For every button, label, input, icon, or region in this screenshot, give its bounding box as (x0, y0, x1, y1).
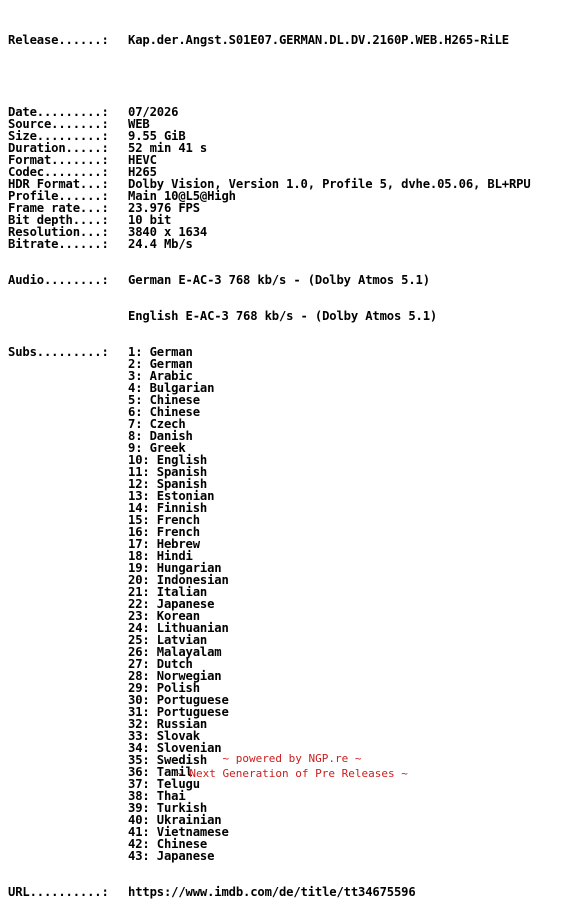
subs-row (8, 358, 531, 370)
indent (8, 682, 128, 694)
subs-row (8, 814, 531, 826)
subtitle-item: 33: Slovak (128, 729, 200, 743)
subs-label: Subs.........: (8, 346, 109, 358)
subs-row (8, 838, 531, 850)
subtitle-item: 8: Danish (128, 429, 193, 443)
indent (8, 574, 128, 586)
field-label: Resolution...: (8, 226, 109, 238)
indent (8, 790, 128, 802)
field-row (8, 178, 531, 190)
subs-row (8, 550, 531, 562)
subtitle-item: 19: Hungarian (128, 561, 222, 575)
release-label: Release......: (8, 34, 109, 46)
subtitle-item: 42: Chinese (128, 837, 208, 851)
subtitle-item: 41: Vietnamese (128, 825, 229, 839)
subs-row (8, 394, 531, 406)
subs-row (8, 682, 531, 694)
indent (8, 358, 128, 370)
indent (8, 814, 128, 826)
field-value: 07/2026 (128, 105, 179, 119)
subtitle-item: 43: Japanese (128, 849, 215, 863)
audio-row-2 (8, 310, 531, 322)
subs-row (8, 586, 531, 598)
field-row (8, 142, 531, 154)
field-label: Frame rate...: (8, 202, 109, 214)
indent (8, 634, 128, 646)
subs-row (8, 646, 531, 658)
subtitle-item: 28: Norwegian (128, 669, 222, 683)
url-label: URL..........: (8, 886, 109, 898)
indent (8, 646, 128, 658)
subtitle-item: 38: Thai (128, 789, 186, 803)
spacer (8, 70, 531, 82)
subtitle-item: 22: Japanese (128, 597, 215, 611)
field-row (8, 154, 531, 166)
subtitle-item: 14: Finnish (128, 501, 208, 515)
indent (8, 670, 128, 682)
subtitle-item: 39: Turkish (128, 801, 208, 815)
field-value: 3840 x 1634 (128, 225, 208, 239)
audio-track-1: German E-AC-3 768 kb/s - (Dolby Atmos 5.1) (128, 273, 430, 287)
subtitle-item: 7: Czech (128, 417, 186, 431)
field-value: Main 10@L5@High (128, 189, 236, 203)
field-value: 24.4 Mb/s (128, 237, 193, 251)
url-value[interactable]: https://www.imdb.com/de/title/tt34675596 (128, 885, 416, 899)
audio-label: Audio........: (8, 274, 109, 286)
subtitle-item: 12: Spanish (128, 477, 208, 491)
subtitle-item: 23: Korean (128, 609, 200, 623)
field-label: Codec........: (8, 166, 109, 178)
indent (8, 490, 128, 502)
subs-row (8, 526, 531, 538)
footer-powered-by: ~ powered by NGP.re ~ (222, 752, 362, 765)
subtitle-item: 32: Russian (128, 717, 208, 731)
url-row (8, 886, 531, 898)
subs-row (8, 658, 531, 670)
field-row (8, 214, 531, 226)
subs-row (8, 514, 531, 526)
indent (8, 502, 128, 514)
subs-row (8, 574, 531, 586)
subs-list (8, 346, 531, 862)
subtitle-item: 26: Malayalam (128, 645, 222, 659)
indent (8, 478, 128, 490)
subtitle-item: 13: Estonian (128, 489, 215, 503)
field-list (8, 106, 531, 250)
subtitle-item: 15: French (128, 513, 200, 527)
field-value: H265 (128, 165, 157, 179)
field-label: Source.......: (8, 118, 109, 130)
field-value: 9.55 GiB (128, 129, 186, 143)
subtitle-item: 21: Italian (128, 585, 208, 599)
field-row (8, 118, 531, 130)
subs-row (8, 538, 531, 550)
field-row (8, 106, 531, 118)
subs-row (8, 850, 531, 862)
subs-row (8, 406, 531, 418)
subtitle-item: 31: Portuguese (128, 705, 229, 719)
field-row (8, 238, 531, 250)
indent (8, 442, 128, 454)
subtitle-item: 6: Chinese (128, 405, 200, 419)
subtitle-item: 18: Hindi (128, 549, 193, 563)
indent (8, 610, 128, 622)
indent (8, 838, 128, 850)
field-value: WEB (128, 117, 150, 131)
field-label: Profile......: (8, 190, 109, 202)
subtitle-item: 1: German (128, 345, 193, 359)
subtitle-item: 36: Tamil (128, 765, 193, 779)
footer-tagline: ~ Next Generation of Pre Releases ~ (176, 767, 408, 780)
subtitle-item: 2: German (128, 357, 193, 371)
subs-row (8, 442, 531, 454)
subtitle-item: 29: Polish (128, 681, 200, 695)
field-label: Date.........: (8, 106, 109, 118)
release-value: Kap.der.Angst.S01E07.GERMAN.DL.DV.2160P.WEB.H265-RiLE (128, 33, 509, 47)
subs-row (8, 634, 531, 646)
subs-row (8, 610, 531, 622)
subs-row (8, 490, 531, 502)
indent (8, 658, 128, 670)
subs-row (8, 694, 531, 706)
indent (8, 418, 128, 430)
subs-row (8, 478, 531, 490)
subtitle-item: 5: Chinese (128, 393, 200, 407)
indent (8, 850, 128, 862)
field-value: 10 bit (128, 213, 172, 227)
field-row (8, 202, 531, 214)
subtitle-item: 34: Slovenian (128, 741, 222, 755)
indent (8, 622, 128, 634)
field-value: 52 min 41 s (128, 141, 208, 155)
subtitle-item: 20: Indonesian (128, 573, 229, 587)
subs-row (8, 622, 531, 634)
subtitle-item: 9: Greek (128, 441, 186, 455)
indent (8, 730, 128, 742)
subtitle-item: 17: Hebrew (128, 537, 200, 551)
subtitle-item: 40: Ukrainian (128, 813, 222, 827)
indent (8, 382, 128, 394)
indent (8, 550, 128, 562)
indent (8, 706, 128, 718)
field-label: Duration.....: (8, 142, 109, 154)
subtitle-item: 37: Telugu (128, 777, 200, 791)
indent (8, 826, 128, 838)
subtitle-item: 24: Lithuanian (128, 621, 229, 635)
subs-row (8, 730, 531, 742)
indent (8, 562, 128, 574)
audio-track-2: English E-AC-3 768 kb/s - (Dolby Atmos 5.1) (128, 309, 438, 323)
subs-row (8, 430, 531, 442)
subs-row (8, 454, 531, 466)
indent (8, 310, 128, 322)
indent (8, 598, 128, 610)
field-label: Bit depth....: (8, 214, 109, 226)
subtitle-item: 25: Latvian (128, 633, 208, 647)
field-row (8, 190, 531, 202)
indent (8, 526, 128, 538)
field-label: Bitrate......: (8, 238, 109, 250)
indent (8, 718, 128, 730)
subs-row (8, 826, 531, 838)
release-row (8, 34, 531, 46)
subtitle-item: 16: French (128, 525, 200, 539)
subs-row (8, 370, 531, 382)
subs-row (8, 598, 531, 610)
subtitle-item: 3: Arabic (128, 369, 193, 383)
indent (8, 394, 128, 406)
field-label: Format.......: (8, 154, 109, 166)
subs-row (8, 346, 531, 358)
indent (8, 514, 128, 526)
indent (8, 406, 128, 418)
field-row (8, 130, 531, 142)
indent (8, 538, 128, 550)
subs-row (8, 670, 531, 682)
indent (8, 370, 128, 382)
field-label: Size.........: (8, 130, 109, 142)
field-value: HEVC (128, 153, 157, 167)
subtitle-item: 10: English (128, 453, 208, 467)
subs-row (8, 562, 531, 574)
subs-row (8, 466, 531, 478)
indent (8, 694, 128, 706)
indent (8, 430, 128, 442)
subtitle-item: 11: Spanish (128, 465, 208, 479)
subtitle-item: 30: Portuguese (128, 693, 229, 707)
subs-row (8, 502, 531, 514)
field-label: HDR Format...: (8, 178, 109, 190)
subs-row (8, 418, 531, 430)
indent (8, 454, 128, 466)
subs-row (8, 706, 531, 718)
indent (8, 466, 128, 478)
subs-row (8, 382, 531, 394)
subtitle-item: 35: Swedish (128, 753, 208, 767)
subs-row (8, 718, 531, 730)
subs-row (8, 790, 531, 802)
field-value: 23.976 FPS (128, 201, 200, 215)
subtitle-item: 4: Bulgarian (128, 381, 215, 395)
field-value: Dolby Vision, Version 1.0, Profile 5, dvhe.05.06, BL+RPU (128, 177, 531, 191)
subtitle-item: 27: Dutch (128, 657, 193, 671)
field-row (8, 226, 531, 238)
indent (8, 586, 128, 598)
audio-row (8, 274, 531, 286)
